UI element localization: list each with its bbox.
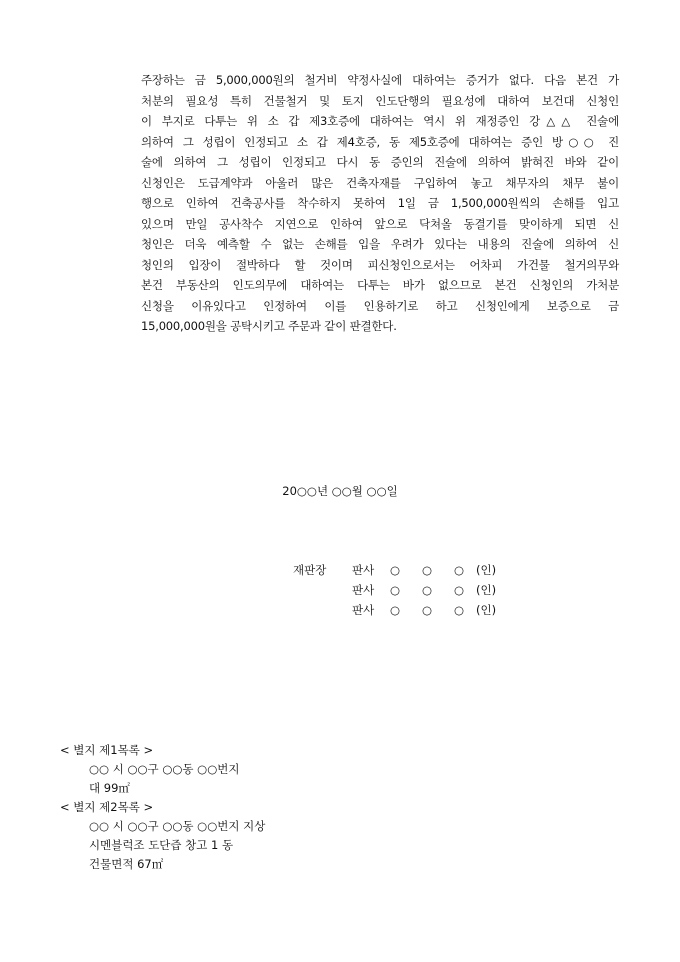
judge-role: 판사 (352, 603, 375, 617)
seal-mark: (인) (476, 583, 497, 597)
annex-list2-title: < 별지 제2목록 > (60, 800, 154, 814)
body-line: 처분의 필요성 특히 건물철거 및 토지 인도단행의 필요성에 대하여 보건대 신청인 (141, 93, 619, 108)
name-mask: ○ (422, 563, 433, 577)
name-mask: ○ (390, 583, 401, 597)
body-line: 신청을 이유있다고 인정하여 이를 인용하기로 하고 신청인에게 보증으로 금 (141, 298, 619, 313)
property-annex-lists (60, 741, 620, 874)
seal-mark: (인) (476, 563, 497, 577)
body-line: 15,000,000원을 공탁시키고 주문과 같이 판결한다. (141, 319, 397, 333)
annex-list1-land: 대 99㎡ (89, 781, 130, 795)
body-line: 청인은 더욱 예측할 수 없는 손해를 입을 우려가 있다는 내용의 진술에 의하여 신 (141, 237, 619, 251)
judge-role: 판사 (352, 583, 375, 597)
body-line: 청인의 입장이 절박하다 할 것이며 피신청인으로서는 어차피 가건물 철거의무와 (141, 257, 619, 272)
name-mask: ○ (422, 603, 433, 617)
body-line: 신청인은 도급계약과 아울러 많은 건축자재를 구입하여 놓고 채무자의 채무 불이 (141, 175, 619, 190)
annex-list1-address: ○○ 시 ○○구 ○○동 ○○번지 (89, 762, 240, 776)
judge-row (293, 580, 553, 600)
name-mask: ○ (422, 583, 433, 597)
annex-list2-structure: 시멘블럭조 도단즙 창고 1 동 (89, 838, 234, 852)
annex-list2-address: ○○ 시 ○○구 ○○동 ○○번지 지상 (89, 819, 266, 833)
judge-row (293, 600, 553, 620)
judgment-date: 20○○년 ○○월 ○○일 (282, 484, 398, 498)
body-line: 본건 부동산의 인도의무에 대하여는 다투는 바가 없으므로 본건 신청인의 가처분 (141, 278, 619, 292)
body-line: 행으로 인하여 건축공사를 착수하지 못하여 1일 금 1,500,000원씩의 손해를 입고 (141, 196, 619, 210)
annex-list1-title: < 별지 제1목록 > (60, 743, 154, 757)
body-line: 술에 의하여 그 성립이 인정되고 다시 동 증인의 진술에 의하여 밝혀진 바와 같이 (141, 155, 619, 169)
name-mask: ○ (390, 603, 401, 617)
chief-judge-label: 재판장 (293, 563, 327, 577)
body-line: 있으며 만일 공사착수 지연으로 인하여 앞으로 닥쳐올 동결기를 맞이하게 되면 신 (141, 216, 619, 231)
judge-role: 판사 (352, 563, 375, 577)
body-line: 이 부지로 다투는 위 소 갑 제3호증에 대하여는 역시 위 재정증인 강△△ 진술에 (141, 114, 619, 128)
judgment-reasoning-paragraph (141, 70, 619, 337)
name-mask: ○ (454, 583, 465, 597)
judge-row-chief (293, 560, 553, 580)
seal-mark: (인) (476, 603, 497, 617)
name-mask: ○ (454, 603, 465, 617)
name-mask: ○ (390, 563, 401, 577)
annex-list2-area: 건물면적 67㎡ (89, 857, 164, 871)
name-mask: ○ (454, 563, 465, 577)
body-line: 의하여 그 성립이 인정되고 소 갑 제4호증, 동 제5호증에 대하여는 증인 방○○ 진 (141, 134, 619, 149)
body-line: 주장하는 금 5,000,000원의 철거비 약정사실에 대하여는 증거가 없다. 다음 본건 가 (141, 73, 619, 87)
judge-signature-block (293, 560, 553, 620)
